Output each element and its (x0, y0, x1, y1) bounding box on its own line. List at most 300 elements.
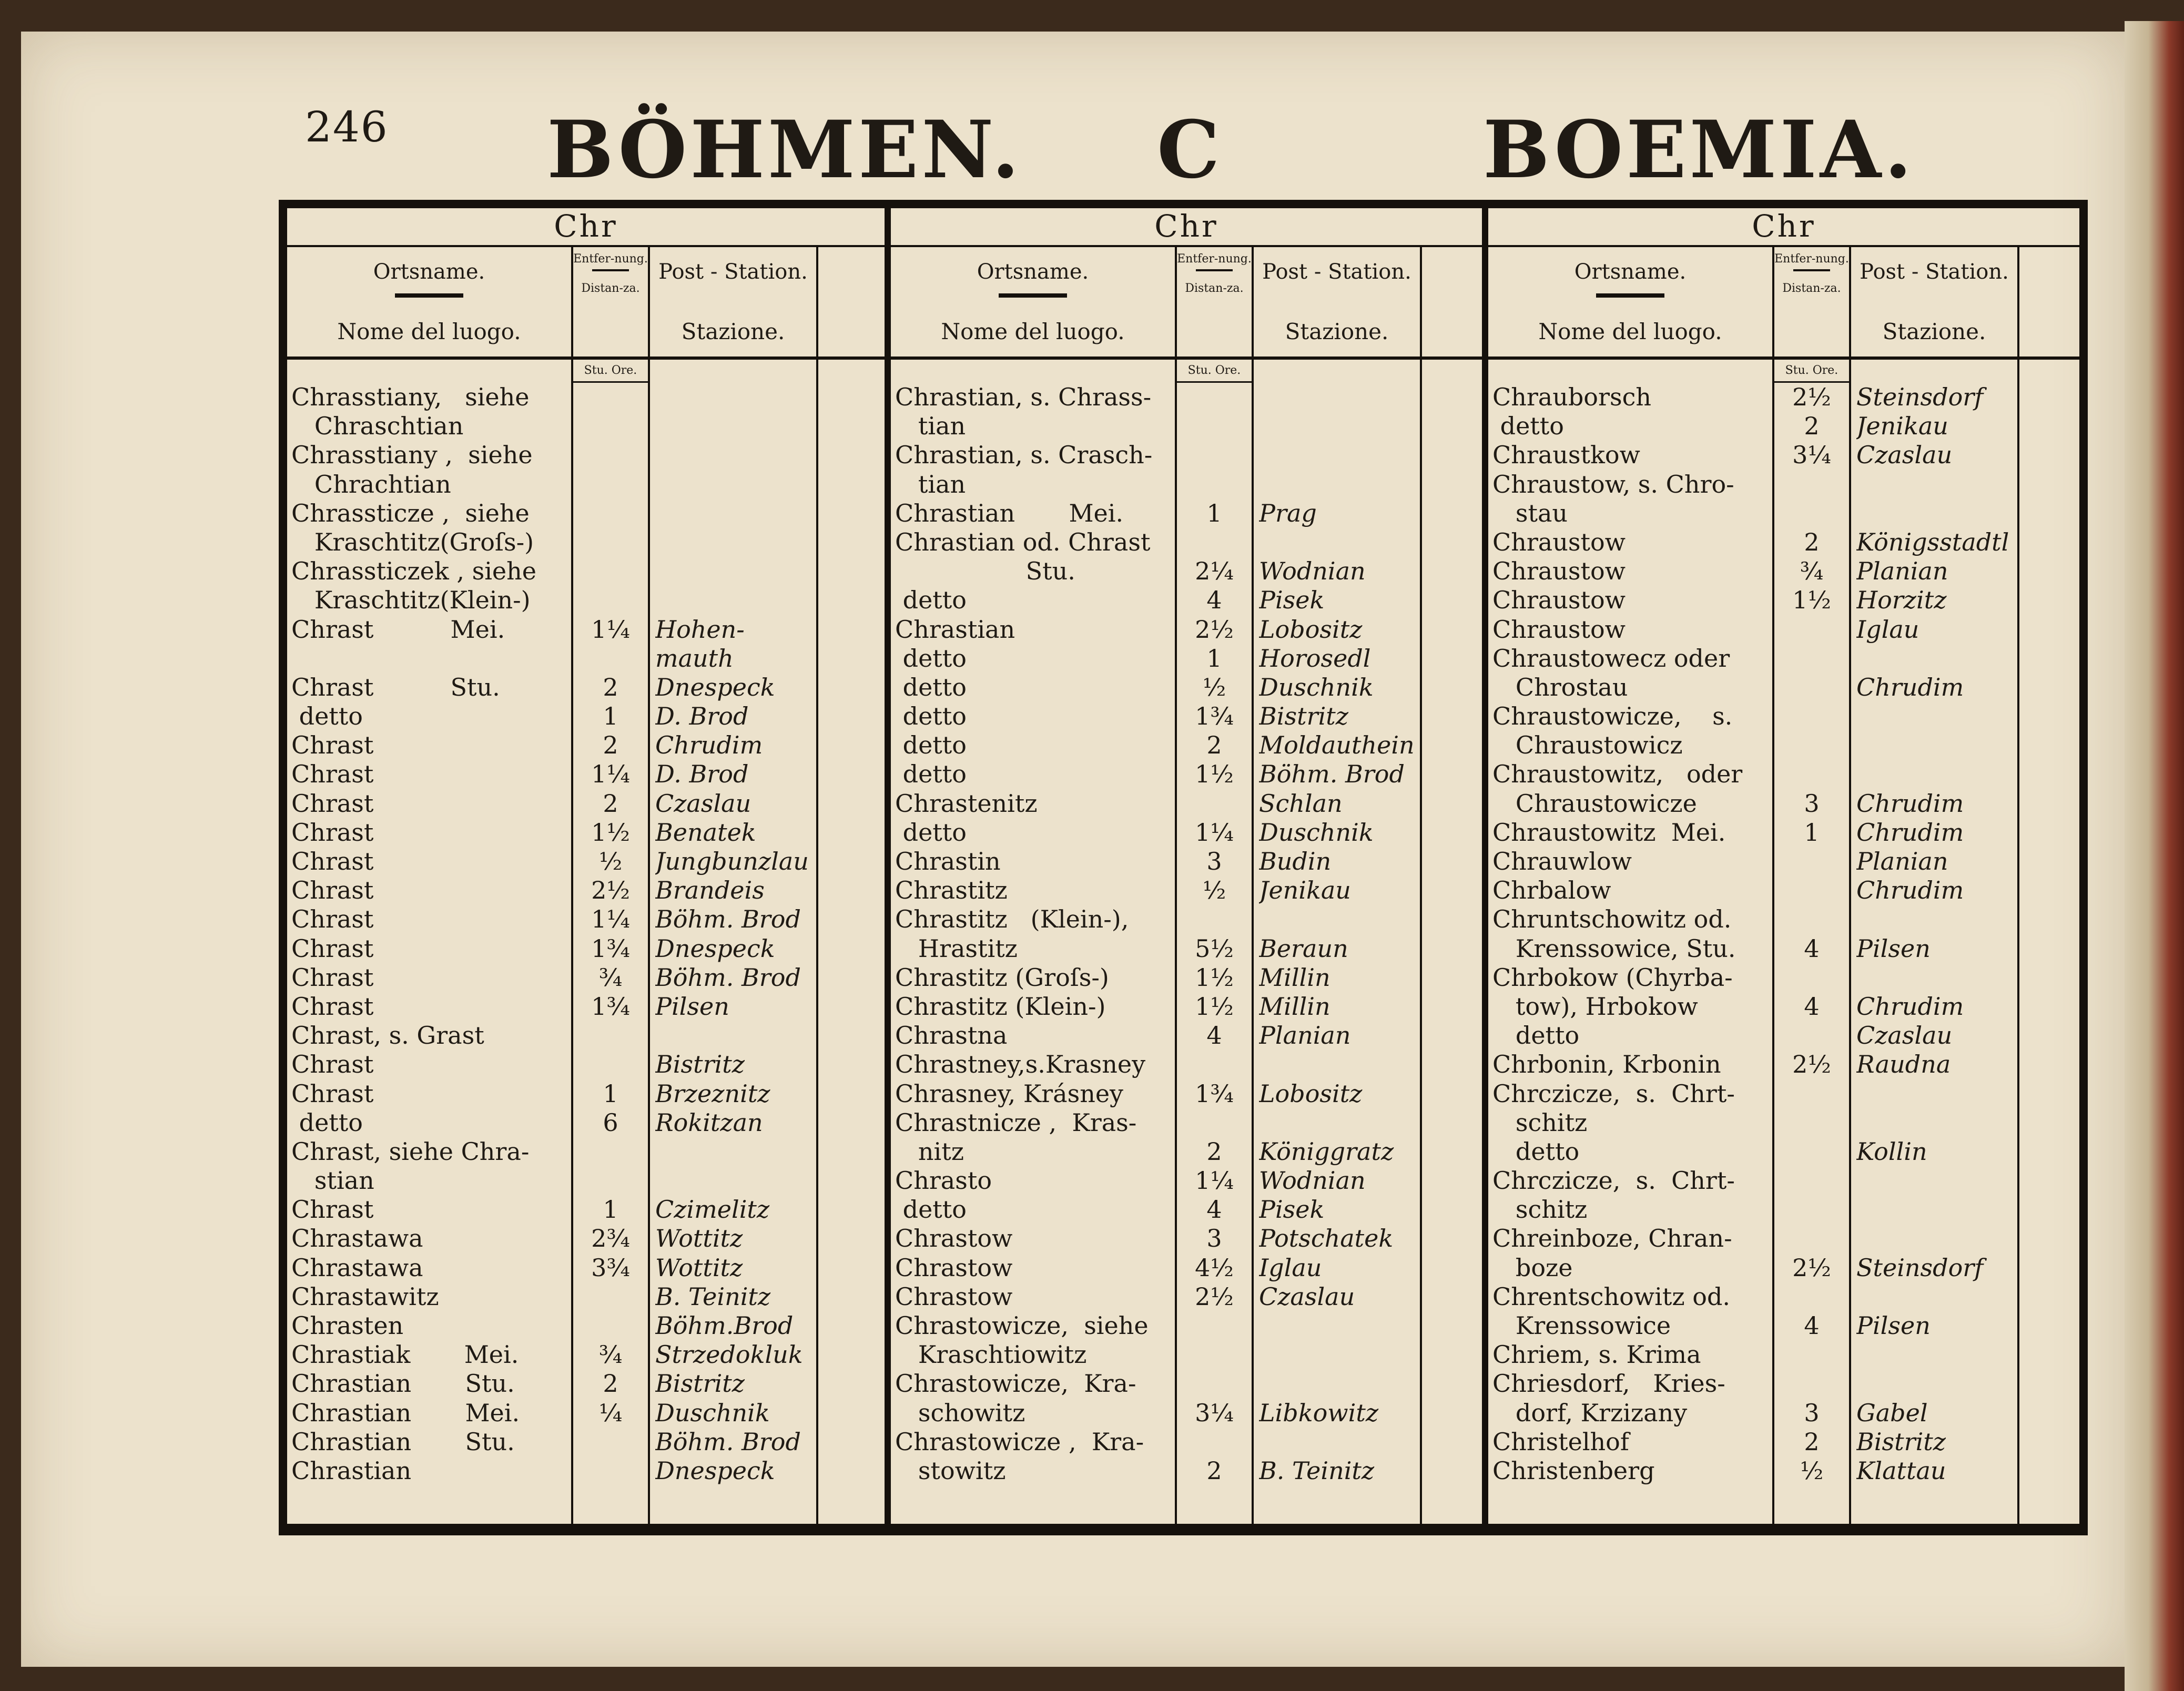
place-name-header-de: Ortsname. (373, 260, 485, 284)
distance: 2 (603, 673, 618, 701)
place-name: Chrastian (291, 1456, 412, 1485)
post-station: Millin (1259, 992, 1330, 1021)
place-name: Chrastian, s. Crasch- (895, 441, 1153, 470)
table-row (1488, 992, 2079, 1021)
place-name: detto (895, 702, 967, 731)
distance: 2¼ (1195, 557, 1234, 586)
place-name: Chrast Mei. (291, 615, 505, 644)
post-station: Bistritz (1259, 702, 1349, 731)
post-station: Hohen- (655, 615, 745, 644)
place-name: Chrast Stu. (291, 673, 500, 701)
table-row (1488, 1399, 2079, 1428)
distance: 1¾ (591, 992, 630, 1021)
table-row (1488, 528, 2079, 557)
place-name: detto (291, 1108, 363, 1137)
place-name: Chrassticzek , siehe (291, 557, 536, 586)
distance-header-it: Distan-za. (1782, 282, 1841, 295)
table-row (891, 731, 1482, 760)
post-station: Böhm.Brod (655, 1311, 794, 1340)
place-name: Chrast (291, 1195, 374, 1224)
table-row (891, 1369, 1482, 1398)
distance: 4 (1206, 1195, 1222, 1224)
table-row (287, 1137, 885, 1166)
distance: 2 (1804, 412, 1820, 441)
post-station: Horosedl (1259, 644, 1371, 673)
place-name: Chrastowicze, Kra- (895, 1369, 1136, 1398)
place-name-header (287, 247, 571, 356)
place-name: Chraustkow (1492, 441, 1640, 470)
place-name: Chraustowicz (1492, 731, 1683, 760)
place-name: nitz (895, 1137, 964, 1166)
table-row (891, 1021, 1482, 1050)
distance: 5½ (1195, 934, 1234, 963)
distance: 1½ (1195, 992, 1234, 1021)
place-name: Hrastitz (895, 934, 1018, 963)
unit-row (287, 360, 885, 383)
place-name: Chrastna (895, 1021, 1008, 1050)
post-station: Böhm. Brod (1259, 760, 1405, 789)
place-name: Chrachtian (291, 470, 451, 498)
table-row (1488, 760, 2079, 789)
post-station: Steinsdorf (1856, 1253, 1984, 1282)
place-name-header-it: Nome del luogo. (1538, 319, 1722, 344)
place-name: Chrastawitz (291, 1282, 439, 1311)
table-row (1488, 1369, 2079, 1398)
distance: 1½ (1195, 760, 1234, 789)
distance: 1¼ (591, 615, 630, 644)
distance-header-de: Entfer-nung. (1177, 252, 1252, 266)
table-row (1488, 1137, 2079, 1166)
place-name: Chrastian Stu. (291, 1427, 515, 1456)
place-name: Chrasstiany, siehe (291, 383, 530, 411)
table-row (891, 1195, 1482, 1224)
place-name: stowitz (895, 1456, 1006, 1485)
place-name: Chrastitz (895, 876, 1008, 905)
place-name: stau (1492, 498, 1568, 527)
section-letter: C (1157, 104, 1223, 196)
post-station: Pilsen (655, 992, 729, 1021)
header-rule (395, 293, 463, 298)
distance: 3¼ (1195, 1398, 1234, 1427)
distance-header (571, 247, 650, 356)
distance: ½ (1202, 876, 1226, 905)
table-row (1488, 412, 2079, 441)
distance-header-de: Entfer-nung. (573, 252, 648, 266)
unit-row (1488, 360, 2079, 383)
table-row (287, 1340, 885, 1369)
distance: 4 (1804, 992, 1820, 1021)
table-row (287, 847, 885, 876)
distance: 2 (603, 1369, 618, 1398)
table-row (1488, 557, 2079, 586)
table-column-3 (1482, 208, 2079, 1524)
table-row (891, 1456, 1482, 1485)
post-station: Chrudim (1856, 818, 1964, 847)
table-row (891, 673, 1482, 702)
table-row (287, 1254, 885, 1282)
header-rule (592, 269, 629, 271)
distance: 4 (1804, 934, 1820, 963)
distance: 1¾ (1195, 1079, 1234, 1108)
distance-units: Stu. Ore. (1175, 360, 1254, 383)
table-row (1488, 963, 2079, 992)
distance: 2 (603, 789, 618, 818)
post-station: Gabel (1856, 1398, 1928, 1427)
place-name: Chrassticze , siehe (291, 498, 530, 527)
distance: 2½ (1792, 1253, 1831, 1282)
post-station-header-de: Post - Station. (1860, 260, 2009, 284)
post-station: Wottitz (655, 1253, 743, 1282)
place-name: Chrast (291, 731, 374, 760)
distance: 1½ (591, 818, 630, 847)
post-station: Potschatek (1259, 1224, 1394, 1253)
post-station: Moldauthein (1259, 731, 1415, 760)
post-station: Pisek (1259, 586, 1325, 615)
distance: 3 (1206, 1224, 1222, 1253)
place-name: Chrast (291, 963, 374, 992)
place-name: Chrasto (895, 1166, 992, 1195)
place-name: Chrast (291, 789, 374, 818)
place-name: Chrastow (895, 1282, 1013, 1311)
table-column-2 (885, 208, 1482, 1524)
distance: 2½ (1792, 383, 1831, 411)
place-name-header (1488, 247, 1772, 356)
place-name: stian (291, 1166, 374, 1195)
distance: 2½ (1195, 615, 1234, 644)
place-name: Chriesdorf, Kries- (1492, 1369, 1725, 1398)
post-station: Libkowitz (1259, 1398, 1379, 1427)
place-name: Chrast (291, 1079, 374, 1108)
distance-header-it: Distan-za. (581, 282, 640, 295)
place-name: Chraustowicze (1492, 789, 1697, 818)
table-row (891, 1166, 1482, 1195)
table-row (891, 1224, 1482, 1253)
table-row (891, 1282, 1482, 1311)
post-station-header (1254, 247, 1422, 356)
table-row (1488, 441, 2079, 470)
table-row (287, 1166, 885, 1195)
place-name: Chrastenitz (895, 789, 1038, 818)
column-subheader (287, 247, 885, 360)
post-station: Czaslau (1856, 441, 1953, 470)
table-row (891, 702, 1482, 731)
post-station: Prag (1259, 498, 1317, 527)
post-station: Duschnik (1259, 818, 1374, 847)
table-row (891, 383, 1482, 412)
entry-list (891, 383, 1482, 1485)
place-name: Chrastian Mei. (895, 498, 1124, 527)
place-name: Chraustowicze, s. (1492, 702, 1733, 731)
table-row (1488, 673, 2079, 702)
column-subheader (891, 247, 1482, 360)
distance: 2¾ (591, 1224, 630, 1253)
post-station: Benatek (655, 818, 756, 847)
table-row (287, 1021, 885, 1050)
table-row (891, 1254, 1482, 1282)
distance: ¾ (1800, 557, 1824, 586)
place-name: Chraustowitz Mei. (1492, 818, 1726, 847)
table-row (1488, 876, 2079, 905)
page-number: 246 (305, 103, 389, 151)
column-subheader (1488, 247, 2079, 360)
place-name: Chrastin (895, 847, 1001, 875)
distance: 1 (1206, 644, 1222, 673)
place-name: Chriem, s. Krima (1492, 1340, 1701, 1369)
table-row (1488, 644, 2079, 673)
distance: ½ (1800, 1456, 1824, 1485)
table-row (287, 731, 885, 760)
table-row (1488, 1428, 2079, 1456)
table-row (287, 934, 885, 963)
header-rule (999, 293, 1067, 298)
table-row (1488, 1340, 2079, 1369)
table-row (891, 470, 1482, 499)
place-name: detto (895, 673, 967, 701)
place-name: detto (1492, 412, 1564, 441)
post-station: Bistritz (1856, 1427, 1946, 1456)
table-row (1488, 586, 2079, 615)
place-name: Chrbokow (Chyrba- (1492, 963, 1733, 992)
post-station: Chrudim (1856, 673, 1964, 701)
page-header (21, 32, 2125, 196)
place-name: Chrentschowitz od. (1492, 1282, 1731, 1311)
place-name: Chraustow (1492, 527, 1626, 556)
place-name: detto (895, 644, 967, 673)
place-name-header-de: Ortsname. (1574, 260, 1687, 284)
post-station: Czaslau (1856, 1021, 1953, 1050)
post-station: Böhm. Brod (655, 1427, 801, 1456)
post-station: Pilsen (1856, 1311, 1931, 1340)
table-row (1488, 470, 2079, 499)
place-name: Kraschtitz(Groſs-) (291, 527, 534, 556)
table-row (1488, 1021, 2079, 1050)
table-row (1488, 905, 2079, 934)
table-row (891, 1311, 1482, 1340)
table-row (287, 1311, 885, 1340)
distance: 1 (1804, 818, 1820, 847)
table-row (1488, 499, 2079, 528)
post-station: Wodnian (1259, 1166, 1366, 1195)
place-name: Krenssowice, Stu. (1492, 934, 1736, 963)
place-name: Chrastitz (Klein-) (895, 992, 1106, 1021)
post-station-header-it: Stazione. (1882, 319, 1986, 344)
place-name: Kraschtiowitz (895, 1340, 1087, 1369)
gazetteer-table (279, 200, 2088, 1535)
place-name: Chrasten (291, 1311, 404, 1340)
post-station: Brandeis (655, 876, 765, 905)
post-station: Chrudim (1856, 876, 1964, 905)
table-row (891, 760, 1482, 789)
post-station: Dnespeck (655, 934, 775, 963)
entry-list (287, 383, 885, 1485)
place-name: detto (895, 731, 967, 760)
title-italian: BOEMIA. (1483, 104, 1915, 196)
facing-page-edge (2125, 21, 2184, 1691)
distance: 2 (1206, 1456, 1222, 1485)
distance: 4 (1804, 1311, 1820, 1340)
table-row (891, 557, 1482, 586)
place-name: Chrasney, Krásney (895, 1079, 1124, 1108)
book-page (21, 32, 2125, 1667)
post-station: Duschnik (1259, 673, 1374, 701)
table-row (1488, 1282, 2079, 1311)
post-station: Lobositz (1259, 1079, 1363, 1108)
table-row (1488, 1195, 2079, 1224)
place-name: Chraustow (1492, 557, 1626, 586)
table-row (287, 1428, 885, 1456)
post-station-header (1851, 247, 2019, 356)
post-station: Bistritz (655, 1369, 745, 1398)
distance: 2 (603, 731, 618, 760)
table-row (1488, 702, 2079, 731)
place-name: schowitz (895, 1398, 1025, 1427)
table-row (891, 847, 1482, 876)
place-name: Chraustowitz, oder (1492, 760, 1743, 789)
post-station: Königsstadtl (1856, 527, 2009, 556)
place-name: Chrostau (1492, 673, 1628, 701)
table-row (287, 1050, 885, 1079)
place-name: Stu. (895, 557, 1075, 586)
distance: 1½ (1195, 963, 1234, 992)
post-station: D. Brod (655, 702, 749, 731)
distance: 2½ (1792, 1050, 1831, 1079)
post-station: Jenikau (1856, 412, 1948, 441)
distance: 1¼ (591, 760, 630, 789)
table-row (891, 963, 1482, 992)
title-german: BÖHMEN. (547, 104, 1023, 196)
place-name: Chrastian (895, 615, 1015, 644)
table-row (287, 702, 885, 731)
post-station: Böhm. Brod (655, 963, 801, 992)
table-row (287, 615, 885, 644)
place-name: Chruntschowitz od. (1492, 905, 1732, 934)
table-row (891, 876, 1482, 905)
distance: 3 (1804, 789, 1820, 818)
place-name: Chrczicze, s. Chrt- (1492, 1079, 1735, 1108)
post-station: Bistritz (655, 1050, 745, 1079)
table-row (891, 1050, 1482, 1079)
table-row (287, 557, 885, 586)
table-row (287, 876, 885, 905)
place-name: Chraustow (1492, 586, 1626, 615)
header-rule (1196, 269, 1233, 271)
distance: ½ (1202, 673, 1226, 701)
table-row (287, 644, 885, 673)
place-name: Chrast (291, 847, 374, 875)
distance: 3¼ (1792, 441, 1831, 470)
place-name: Chrastow (895, 1224, 1013, 1253)
table-row (287, 586, 885, 615)
place-name: detto (1492, 1021, 1580, 1050)
post-station-header (650, 247, 818, 356)
table-row (891, 499, 1482, 528)
place-name-header-de: Ortsname. (977, 260, 1089, 284)
post-station: Raudna (1856, 1050, 1951, 1079)
table-row (891, 789, 1482, 818)
place-name: Chrastiak Mei. (291, 1340, 519, 1369)
table-row (287, 963, 885, 992)
table-row (891, 1079, 1482, 1108)
post-station-header-it: Stazione. (681, 319, 785, 344)
table-row (891, 992, 1482, 1021)
place-name: Chrastawa (291, 1224, 423, 1253)
distance: 3 (1206, 847, 1222, 875)
table-row (287, 789, 885, 818)
post-station: Böhm. Brod (655, 905, 801, 934)
place-name: Chrbalow (1492, 876, 1611, 905)
distance: 2 (1804, 1427, 1820, 1456)
post-station-header-de: Post - Station. (1262, 260, 1411, 284)
place-name-header (891, 247, 1175, 356)
table-row (1488, 1079, 2079, 1108)
post-station: B. Teinitz (655, 1282, 771, 1311)
distance: 1¼ (1195, 1166, 1234, 1195)
post-station: Chrudim (1856, 992, 1964, 1021)
post-station: Czaslau (655, 789, 751, 818)
post-station: Kollin (1856, 1137, 1927, 1166)
table-row (287, 760, 885, 789)
distance: 1½ (1792, 586, 1831, 615)
post-station: Iglau (1856, 615, 1919, 644)
post-station: Brzeznitz (655, 1079, 770, 1108)
distance-header (1772, 247, 1851, 356)
table-row (891, 905, 1482, 934)
table-row (891, 818, 1482, 847)
distance: 2½ (1195, 1282, 1234, 1311)
post-station: Iglau (1259, 1253, 1322, 1282)
place-name: detto (895, 586, 967, 615)
post-station: Planian (1856, 847, 1948, 875)
post-station: Wottitz (655, 1224, 743, 1253)
header-rule (1793, 269, 1830, 271)
distance-units: Stu. Ore. (571, 360, 650, 383)
table-row (891, 412, 1482, 441)
table-row (1488, 731, 2079, 760)
column-heading: Chr (891, 208, 1482, 247)
distance: 1 (603, 1195, 618, 1224)
place-name: Chrastitz (Groſs-) (895, 963, 1109, 992)
place-name: detto (1492, 1137, 1580, 1166)
distance-units: Stu. Ore. (1772, 360, 1851, 383)
place-name: Chrast (291, 1050, 374, 1079)
post-station: Königgratz (1259, 1137, 1394, 1166)
table-row (1488, 1224, 2079, 1253)
post-station: Planian (1856, 557, 1948, 586)
table-row (287, 1195, 885, 1224)
post-station: Jenikau (1259, 876, 1351, 905)
table-row (1488, 1050, 2079, 1079)
place-name: Chrastney,s.Krasney (895, 1050, 1146, 1079)
unit-row (891, 360, 1482, 383)
place-name: Chrastowicze, siehe (895, 1311, 1149, 1340)
post-station: Pilsen (1856, 934, 1931, 963)
table-row (287, 992, 885, 1021)
distance: 1 (603, 1079, 618, 1108)
place-name: detto (291, 702, 363, 731)
distance: 1¾ (1195, 702, 1234, 731)
place-name: detto (895, 1195, 967, 1224)
table-row (287, 1399, 885, 1428)
place-name: Chrast (291, 760, 374, 789)
place-name: tow), Hrbokow (1492, 992, 1698, 1021)
post-station: Lobositz (1259, 615, 1363, 644)
place-name: Christelhof (1492, 1427, 1629, 1456)
place-name: Chrast (291, 905, 374, 934)
distance: 3¾ (591, 1253, 630, 1282)
distance: 1 (603, 702, 618, 731)
place-name: Chrbonin, Krbonin (1492, 1050, 1721, 1079)
place-name: Chrastian od. Chrast (895, 527, 1151, 556)
